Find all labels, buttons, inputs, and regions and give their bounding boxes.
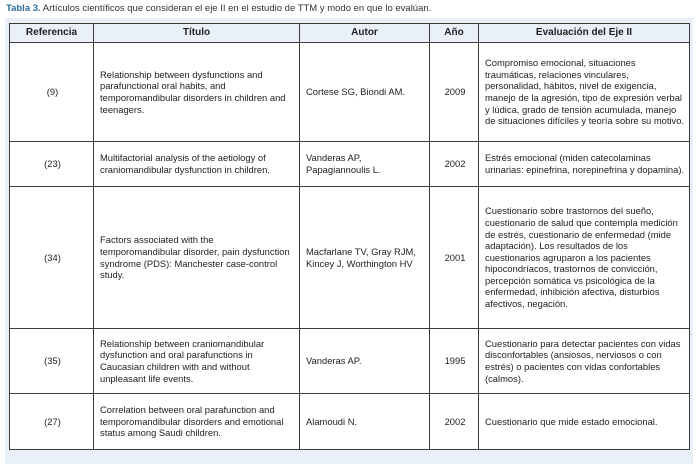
cell-referencia: (34) xyxy=(10,187,94,329)
cell-autor: Vanderas AP. xyxy=(300,329,430,394)
cell-autor: Alamoudi N. xyxy=(300,394,430,450)
cell-titulo: Relationship between dysfunctions and parafunctional oral habits, and temporomandibular disorders in children and teenagers. xyxy=(94,43,300,142)
cell-titulo: Correlation between oral parafunction and temporomandibular disorders and emotional status among Saudi children. xyxy=(94,394,300,450)
cell-evaluacion: Estrés emocional (miden catecolaminas urinarias: epinefrina, norepinefrina y dopamina). xyxy=(479,142,690,187)
cell-anio: 2002 xyxy=(430,394,479,450)
header-autor: Autor xyxy=(300,24,430,43)
cell-evaluacion: Cuestionario que mide estado emocional. xyxy=(479,394,690,450)
cell-referencia: (9) xyxy=(10,43,94,142)
table-row xyxy=(10,187,690,329)
cell-evaluacion: Compromiso emocional, situaciones traumáticas, relaciones vinculares, personalidad, hábitos, nivel de exigencia, manejo de la agresión, tipo de expresión verbal y lúdica, grado de tensión acumulada, manejo de situaciones difíciles y teoría sobre su motivo. xyxy=(479,43,690,142)
cell-anio: 1995 xyxy=(430,329,479,394)
cell-autor: Macfarlane TV, Gray RJM, Kincey J, Worthington HV xyxy=(300,187,430,329)
header-evaluacion: Evaluación del Eje II xyxy=(479,24,690,43)
header-anio: Año xyxy=(430,24,479,43)
table-caption xyxy=(6,3,431,14)
cell-referencia: (23) xyxy=(10,142,94,187)
header-referencia: Referencia xyxy=(10,24,94,43)
cell-evaluacion: Cuestionario para detectar pacientes con vidas disconfortables (ansiosos, nerviosos o con estrés) o pacientes con vidas confortables (calmos). xyxy=(479,329,690,394)
cell-referencia: (27) xyxy=(10,394,94,450)
cell-titulo: Relationship between craniomandibular dysfunction and oral parafunctions in Caucasian children with and without unpleasant life events. xyxy=(94,329,300,394)
cell-anio: 2002 xyxy=(430,142,479,187)
articles-table xyxy=(9,23,690,450)
table-caption-label: Tabla 3. xyxy=(6,3,41,14)
table-row xyxy=(10,329,690,394)
table-row xyxy=(10,142,690,187)
cell-anio: 2001 xyxy=(430,187,479,329)
cell-anio: 2009 xyxy=(430,43,479,142)
table-row xyxy=(10,43,690,142)
table-row xyxy=(10,394,690,450)
table-header-row xyxy=(10,24,690,43)
cell-titulo: Multifactorial analysis of the aetiology of craniomandibular dysfunction in children. xyxy=(94,142,300,187)
cell-titulo: Factors associated with the temporomandibular disorder, pain dysfunction syndrome (PDS): Manchester case-control study. xyxy=(94,187,300,329)
table-caption-text: Artículos científicos que consideran el eje II en el estudio de TTM y modo en que lo evalúan. xyxy=(42,3,432,14)
table-panel xyxy=(5,18,693,464)
cell-evaluacion: Cuestionario sobre trastornos del sueño, cuestionario de salud que contempla medición de estrés, cuestionario de enfermedad (mide adaptación). Los resultados de los cuestionarios agruparon a los pacientes hipocondríacos, trastornos de convicción, percepción somática vs psicológica de la enfermedad, inhibición afectiva, disturbios afectivos, negación. xyxy=(479,187,690,329)
header-titulo: Título xyxy=(94,24,300,43)
cell-autor: Cortese SG, Biondi AM. xyxy=(300,43,430,142)
cell-autor: Vanderas AP, Papagiannoulis L. xyxy=(300,142,430,187)
cell-referencia: (35) xyxy=(10,329,94,394)
